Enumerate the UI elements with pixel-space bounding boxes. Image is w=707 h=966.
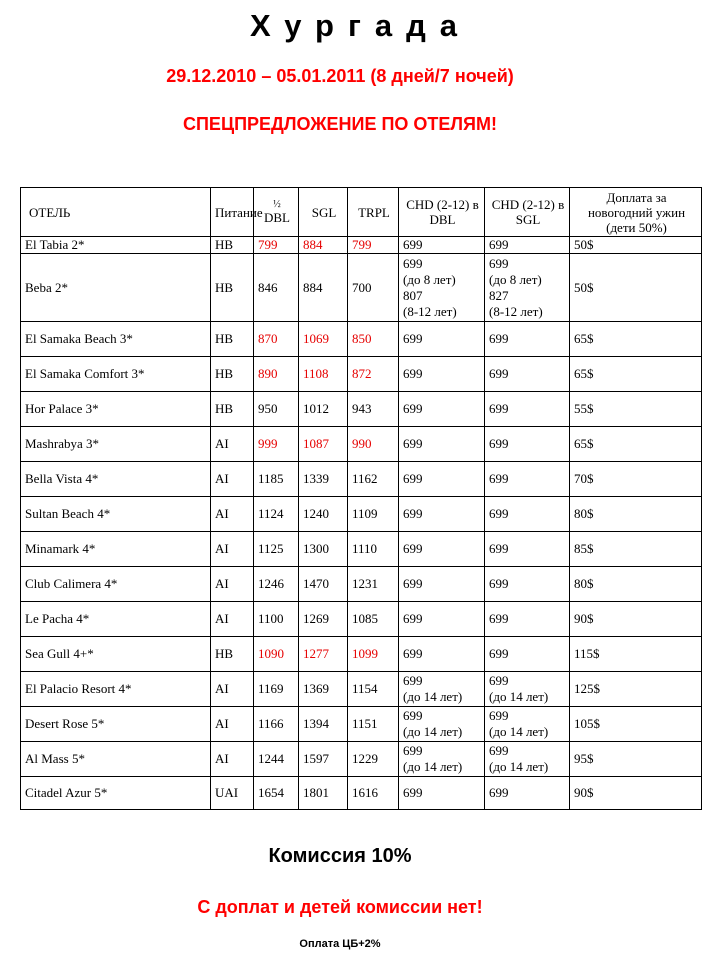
cell-chd-sgl: 699 (до 14 лет) xyxy=(485,672,570,707)
cell-trpl: 1162 xyxy=(348,462,399,497)
cell-trpl: 1109 xyxy=(348,497,399,532)
cell-chd-dbl: 699 xyxy=(399,602,485,637)
cell-meal: UAI xyxy=(211,777,254,810)
table-row xyxy=(21,602,702,637)
cell-hotel: Mashrabya 3* xyxy=(21,427,211,462)
cell-dinner: 80$ xyxy=(570,567,702,602)
cell-dbl: 890 xyxy=(254,357,299,392)
cell-chd-dbl: 699 xyxy=(399,497,485,532)
cell-sgl: 1300 xyxy=(299,532,348,567)
table-row xyxy=(21,567,702,602)
cell-dbl: 846 xyxy=(254,254,299,322)
cell-dbl: 1166 xyxy=(254,707,299,742)
cell-hotel: Minamark 4* xyxy=(21,532,211,567)
cell-chd-dbl: 699 (до 8 лет) 807 (8-12 лет) xyxy=(399,254,485,322)
cell-hotel: Desert Rose 5* xyxy=(21,707,211,742)
cell-hotel: Club Calimera 4* xyxy=(21,567,211,602)
cell-dinner: 90$ xyxy=(570,602,702,637)
cell-trpl: 1229 xyxy=(348,742,399,777)
table-row xyxy=(21,254,702,322)
cell-dbl: 1654 xyxy=(254,777,299,810)
table-row xyxy=(21,497,702,532)
cell-sgl: 1597 xyxy=(299,742,348,777)
commission-note: Комиссия 10% xyxy=(268,845,412,867)
cell-chd-dbl: 699 xyxy=(399,637,485,672)
cell-hotel: Sultan Beach 4* xyxy=(21,497,211,532)
cell-meal: AI xyxy=(211,427,254,462)
cell-dbl: 1100 xyxy=(254,602,299,637)
cell-meal: HB xyxy=(211,637,254,672)
table-row xyxy=(21,357,702,392)
cell-hotel: Hor Palace 3* xyxy=(21,392,211,427)
page-title: Хургада xyxy=(249,8,472,43)
cell-chd-dbl: 699 xyxy=(399,462,485,497)
tour-dates: 29.12.2010 – 05.01.2011 (8 дней/7 ночей) xyxy=(166,66,514,86)
cell-chd-sgl: 699 xyxy=(485,392,570,427)
cell-chd-sgl: 699 xyxy=(485,567,570,602)
table-row xyxy=(21,322,702,357)
cell-sgl: 1369 xyxy=(299,672,348,707)
cell-meal: AI xyxy=(211,672,254,707)
cell-sgl: 1269 xyxy=(299,602,348,637)
cell-chd-dbl: 699 xyxy=(399,322,485,357)
column-header-dbl-label: DBL xyxy=(264,209,290,225)
table-row xyxy=(21,672,702,707)
table-row xyxy=(21,742,702,777)
cell-chd-sgl: 699 xyxy=(485,602,570,637)
cell-dbl: 1169 xyxy=(254,672,299,707)
cell-meal: AI xyxy=(211,602,254,637)
cell-trpl: 700 xyxy=(348,254,399,322)
cell-hotel: Al Mass 5* xyxy=(21,742,211,777)
cell-trpl: 872 xyxy=(348,357,399,392)
cell-trpl: 1616 xyxy=(348,777,399,810)
table-row xyxy=(21,237,702,254)
cell-chd-dbl: 699 (до 14 лет) xyxy=(399,707,485,742)
cell-dinner: 90$ xyxy=(570,777,702,810)
cell-dbl: 1124 xyxy=(254,497,299,532)
table-row xyxy=(21,462,702,497)
cell-meal: AI xyxy=(211,497,254,532)
cell-meal: HB xyxy=(211,237,254,254)
cell-meal: HB xyxy=(211,392,254,427)
cell-hotel: Beba 2* xyxy=(21,254,211,322)
cell-hotel: El Tabia 2* xyxy=(21,237,211,254)
cell-chd-sgl: 699 xyxy=(485,427,570,462)
cell-chd-dbl: 699 xyxy=(399,427,485,462)
cell-chd-sgl: 699 xyxy=(485,777,570,810)
cell-hotel: Sea Gull 4+* xyxy=(21,637,211,672)
table-row xyxy=(21,777,702,810)
cell-sgl: 1240 xyxy=(299,497,348,532)
cell-sgl: 1069 xyxy=(299,322,348,357)
cell-chd-sgl: 699 xyxy=(485,532,570,567)
table-body xyxy=(21,237,702,810)
cell-trpl: 1231 xyxy=(348,567,399,602)
cell-chd-sgl: 699 (до 14 лет) xyxy=(485,742,570,777)
cell-dinner: 65$ xyxy=(570,357,702,392)
cell-sgl: 1277 xyxy=(299,637,348,672)
cell-dbl: 999 xyxy=(254,427,299,462)
cell-sgl: 1801 xyxy=(299,777,348,810)
cell-meal: AI xyxy=(211,462,254,497)
cell-dinner: 50$ xyxy=(570,254,702,322)
column-header-meal: Питание xyxy=(211,188,254,237)
table-row xyxy=(21,532,702,567)
cell-trpl: 1099 xyxy=(348,637,399,672)
cell-dinner: 80$ xyxy=(570,497,702,532)
cell-dinner: 70$ xyxy=(570,462,702,497)
cell-chd-dbl: 699 (до 14 лет) xyxy=(399,672,485,707)
cell-hotel: Bella Vista 4* xyxy=(21,462,211,497)
cell-dbl: 799 xyxy=(254,237,299,254)
column-header-chd-dbl: CHD (2-12) в DBL xyxy=(399,188,485,237)
column-header-chd-sgl: CHD (2-12) в SGL xyxy=(485,188,570,237)
no-commission-note: С доплат и детей комиссии нет! xyxy=(197,897,483,917)
cell-sgl: 884 xyxy=(299,254,348,322)
cell-sgl: 884 xyxy=(299,237,348,254)
cell-trpl: 1151 xyxy=(348,707,399,742)
cell-chd-dbl: 699 xyxy=(399,237,485,254)
cell-meal: HB xyxy=(211,357,254,392)
cell-sgl: 1012 xyxy=(299,392,348,427)
cell-dinner: 115$ xyxy=(570,637,702,672)
cell-chd-sgl: 699 (до 8 лет) 827 (8-12 лет) xyxy=(485,254,570,322)
cell-sgl: 1339 xyxy=(299,462,348,497)
cell-chd-sgl: 699 xyxy=(485,237,570,254)
cell-dinner: 125$ xyxy=(570,672,702,707)
table-header-row xyxy=(21,188,702,237)
cell-dinner: 85$ xyxy=(570,532,702,567)
table-row xyxy=(21,427,702,462)
cell-trpl: 1154 xyxy=(348,672,399,707)
cell-dbl: 1246 xyxy=(254,567,299,602)
cell-chd-dbl: 699 xyxy=(399,532,485,567)
cell-dinner: 65$ xyxy=(570,427,702,462)
cell-sgl: 1087 xyxy=(299,427,348,462)
cell-sgl: 1108 xyxy=(299,357,348,392)
cell-hotel: Le Pacha 4* xyxy=(21,602,211,637)
payment-note: Оплата ЦБ+2% xyxy=(299,938,381,950)
cell-meal: HB xyxy=(211,322,254,357)
cell-meal: AI xyxy=(211,532,254,567)
column-header-dbl-half: ½ xyxy=(273,198,281,210)
cell-trpl: 943 xyxy=(348,392,399,427)
cell-sgl: 1394 xyxy=(299,707,348,742)
cell-hotel: El Samaka Comfort 3* xyxy=(21,357,211,392)
cell-chd-sgl: 699 xyxy=(485,637,570,672)
cell-dinner: 95$ xyxy=(570,742,702,777)
cell-dinner: 105$ xyxy=(570,707,702,742)
cell-dbl: 1185 xyxy=(254,462,299,497)
cell-hotel: Citadel Azur 5* xyxy=(21,777,211,810)
cell-meal: HB xyxy=(211,254,254,322)
cell-dbl: 1244 xyxy=(254,742,299,777)
cell-hotel: El Samaka Beach 3* xyxy=(21,322,211,357)
column-header-dinner: Доплата за новогодний ужин (дети 50%) xyxy=(570,188,702,237)
cell-dbl: 1090 xyxy=(254,637,299,672)
table-row xyxy=(21,637,702,672)
table-row xyxy=(21,707,702,742)
cell-chd-sgl: 699 (до 14 лет) xyxy=(485,707,570,742)
cell-chd-dbl: 699 (до 14 лет) xyxy=(399,742,485,777)
cell-dbl: 950 xyxy=(254,392,299,427)
cell-dinner: 65$ xyxy=(570,322,702,357)
cell-trpl: 1085 xyxy=(348,602,399,637)
cell-meal: AI xyxy=(211,567,254,602)
table-row xyxy=(21,392,702,427)
hotel-price-table xyxy=(20,187,702,810)
column-header-hotel: ОТЕЛЬ xyxy=(21,188,211,237)
column-header-sgl: SGL xyxy=(299,188,348,237)
cell-sgl: 1470 xyxy=(299,567,348,602)
cell-trpl: 990 xyxy=(348,427,399,462)
cell-chd-sgl: 699 xyxy=(485,322,570,357)
special-offer-heading: СПЕЦПРЕДЛОЖЕНИЕ ПО ОТЕЛЯМ! xyxy=(183,114,497,134)
cell-dinner: 55$ xyxy=(570,392,702,427)
cell-chd-sgl: 699 xyxy=(485,497,570,532)
cell-chd-dbl: 699 xyxy=(399,567,485,602)
cell-chd-sgl: 699 xyxy=(485,462,570,497)
cell-trpl: 850 xyxy=(348,322,399,357)
cell-trpl: 799 xyxy=(348,237,399,254)
cell-dbl: 870 xyxy=(254,322,299,357)
cell-meal: AI xyxy=(211,742,254,777)
cell-trpl: 1110 xyxy=(348,532,399,567)
cell-chd-sgl: 699 xyxy=(485,357,570,392)
cell-chd-dbl: 699 xyxy=(399,777,485,810)
cell-hotel: El Palacio Resort 4* xyxy=(21,672,211,707)
column-header-trpl: TRPL xyxy=(348,188,399,237)
cell-dinner: 50$ xyxy=(570,237,702,254)
cell-chd-dbl: 699 xyxy=(399,392,485,427)
cell-dbl: 1125 xyxy=(254,532,299,567)
cell-chd-dbl: 699 xyxy=(399,357,485,392)
cell-meal: AI xyxy=(211,707,254,742)
